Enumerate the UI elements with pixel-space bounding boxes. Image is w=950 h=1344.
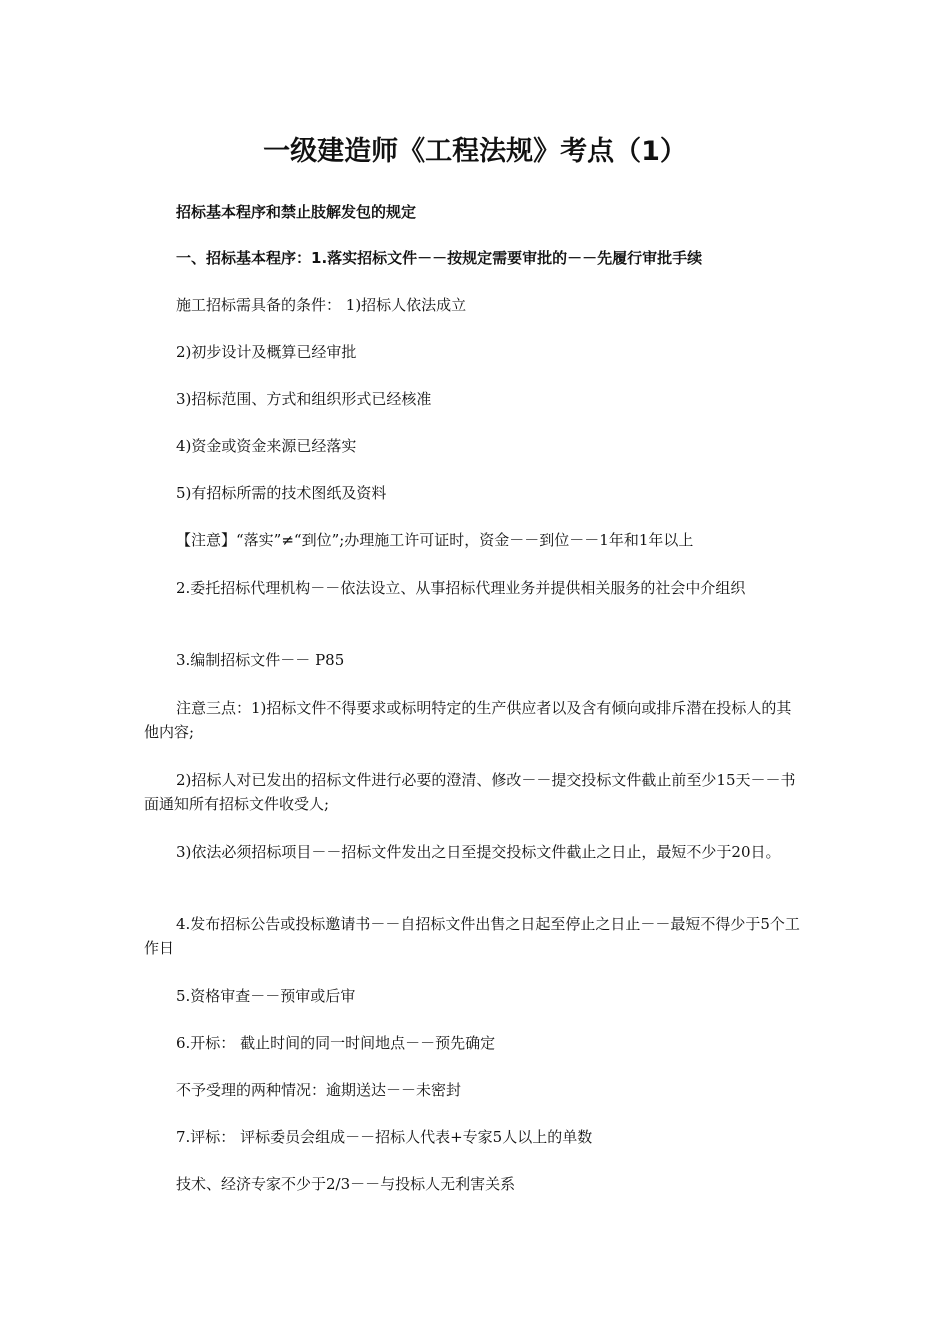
note-paragraph: 【注意】“落实”≠“到位”;办理施工许可证时，资金－－到位－－1年和1年以上 (176, 531, 694, 549)
document-subtitle: 招标基本程序和禁止肢解发包的规定 (176, 203, 417, 221)
paragraph: 2)初步设计及概算已经审批 (176, 343, 357, 361)
paragraph: 4.发布招标公告或投标邀请书－－自招标文件出售之日起至停止之日止－－最短不得少于5个工作日 (144, 915, 800, 957)
paragraph: 6.开标： 截止时间的同一时间地点－－预先确定 (176, 1034, 496, 1052)
paragraph: 7.评标： 评标委员会组成－－招标人代表+专家5人以上的单数 (176, 1128, 593, 1146)
paragraph: 2.委托招标代理机构－－依法设立、从事招标代理业务并提供相关服务的社会中介组织 (176, 579, 746, 597)
paragraph: 技术、经济专家不少于2/3－－与投标人无利害关系 (176, 1175, 516, 1193)
paragraph: 5.资格审查－－预审或后审 (176, 987, 356, 1005)
document-title: 一级建造师《工程法规》考点（1） (263, 136, 687, 167)
paragraph: 3)依法必须招标项目－－招标文件发出之日至提交投标文件截止之日止，最短不少于20日。 (176, 843, 781, 861)
paragraph: 2)招标人对已发出的招标文件进行必要的澄清、修改－－提交投标文件截止前至少15天－－书面通知所有招标文件收受人; (144, 771, 796, 813)
paragraph: 不予受理的两种情况：逾期送达－－未密封 (176, 1081, 462, 1099)
paragraph: 施工招标需具备的条件： 1)招标人依法成立 (176, 296, 467, 314)
paragraph: 3.编制招标文件－－ P85 (176, 651, 345, 669)
paragraph: 4)资金或资金来源已经落实 (176, 437, 357, 455)
paragraph: 5)有招标所需的技术图纸及资料 (176, 484, 387, 502)
section-heading: 一、招标基本程序：1.落实招标文件－－按规定需要审批的－－先履行审批手续 (176, 249, 703, 267)
paragraph: 注意三点：1)招标文件不得要求或标明特定的生产供应者以及含有倾向或排斥潜在投标人的其他内容; (144, 699, 792, 741)
paragraph: 3)招标范围、方式和组织形式已经核准 (176, 390, 432, 408)
